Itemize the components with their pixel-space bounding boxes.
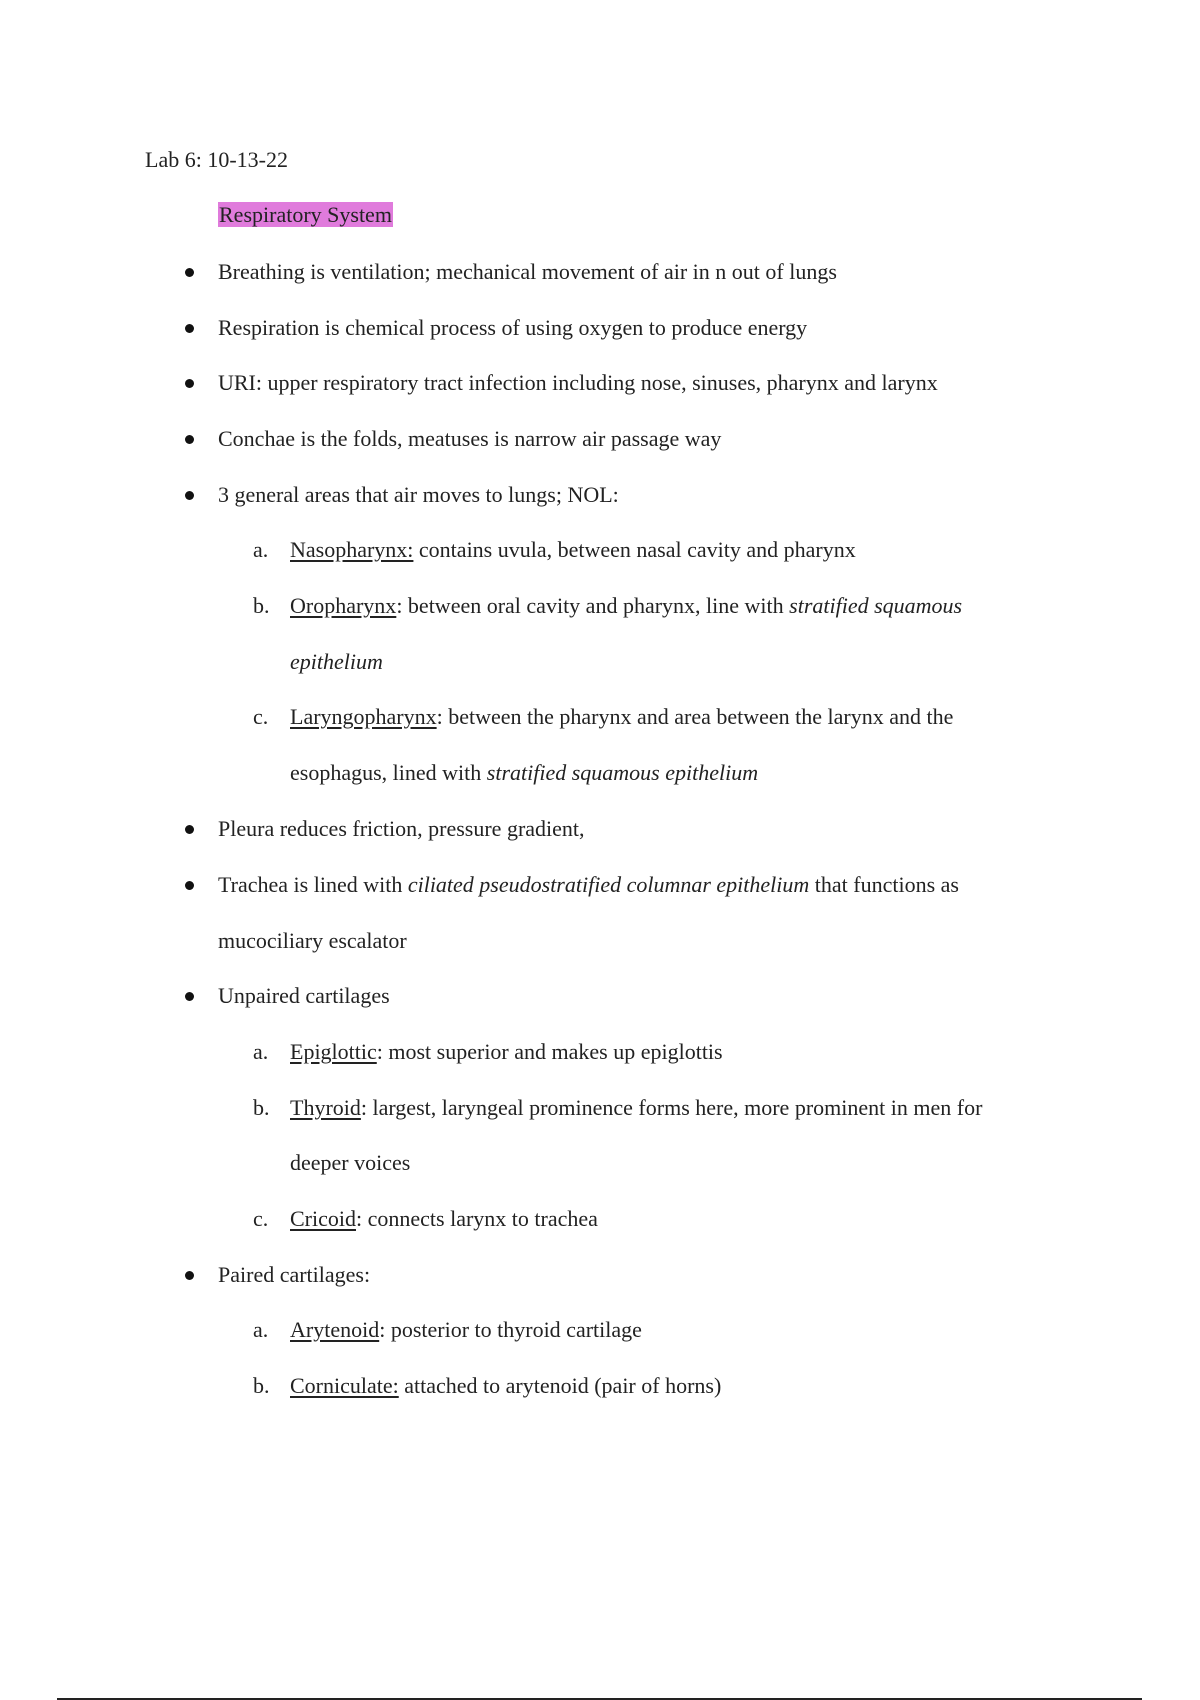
italic-text: stratified squamous bbox=[789, 593, 963, 618]
sub-text: : between oral cavity and pharynx, line with bbox=[396, 593, 790, 618]
sub-marker: c. bbox=[253, 704, 269, 729]
bullet-item: 3 general areas that air moves to lungs; NOL: bbox=[218, 482, 619, 507]
date-line: Lab 6: 10-13-22 bbox=[145, 147, 288, 172]
bullet-dot bbox=[185, 379, 194, 388]
item-text: that functions as bbox=[809, 872, 959, 897]
bullet-item: Unpaired cartilages bbox=[218, 983, 390, 1008]
sub-item bbox=[290, 1316, 642, 1344]
sub-marker: a. bbox=[253, 1039, 269, 1064]
bullet-dot bbox=[185, 881, 194, 890]
sub-text: : between the pharynx and area between the larynx and the bbox=[436, 704, 954, 729]
bullet-dot bbox=[185, 825, 194, 834]
term: Nasopharynx: bbox=[290, 537, 414, 562]
term: Laryngopharynx bbox=[290, 704, 437, 729]
item-text: Trachea is lined with bbox=[218, 872, 408, 897]
sub-text: contains uvula, between nasal cavity and pharynx bbox=[413, 537, 856, 562]
sub-text: : largest, laryngeal prominence forms here, more prominent in men for bbox=[360, 1095, 983, 1120]
sub-item bbox=[290, 1372, 721, 1400]
sub-item-continuation: epithelium bbox=[290, 649, 383, 674]
italic-text: stratified squamous epithelium bbox=[486, 760, 759, 785]
term: Arytenoid bbox=[290, 1317, 380, 1342]
term: Corniculate: bbox=[290, 1373, 399, 1398]
bullet-item: URI: upper respiratory tract infection including nose, sinuses, pharynx and larynx bbox=[218, 370, 938, 395]
sub-marker: c. bbox=[253, 1206, 269, 1231]
sub-item bbox=[290, 1038, 723, 1066]
term: Oropharynx bbox=[290, 593, 397, 618]
bullet-item: Breathing is ventilation; mechanical movement of air in n out of lungs bbox=[218, 259, 837, 284]
term: Thyroid bbox=[290, 1095, 361, 1120]
title-highlight: Respiratory System bbox=[219, 202, 392, 227]
sub-marker: b. bbox=[253, 1095, 270, 1120]
sub-item bbox=[290, 1094, 982, 1122]
sub-marker: b. bbox=[253, 1373, 270, 1398]
bullet-dot bbox=[185, 992, 194, 1001]
bullet-item: Paired cartilages: bbox=[218, 1262, 371, 1287]
sub-text: : most superior and makes up epiglottis bbox=[376, 1039, 723, 1064]
section-title bbox=[218, 201, 393, 229]
bullet-dot bbox=[185, 324, 194, 333]
sub-item bbox=[290, 592, 962, 620]
sub-marker: a. bbox=[253, 1317, 269, 1342]
sub-item-continuation: deeper voices bbox=[290, 1150, 411, 1175]
bullet-item: Conchae is the folds, meatuses is narrow air passage way bbox=[218, 426, 722, 451]
bullet-item bbox=[218, 871, 959, 899]
italic-text: ciliated pseudostratified columnar epithelium bbox=[407, 872, 810, 897]
bullet-dot bbox=[185, 1271, 194, 1280]
bullet-item: Respiration is chemical process of using oxygen to produce energy bbox=[218, 315, 808, 340]
bullet-dot bbox=[185, 435, 194, 444]
sub-text: : posterior to thyroid cartilage bbox=[379, 1317, 642, 1342]
sub-item bbox=[290, 703, 953, 731]
sub-item bbox=[290, 1205, 598, 1233]
sub-text: esophagus, lined with bbox=[290, 760, 487, 785]
sub-item-continuation bbox=[290, 759, 758, 787]
sub-text: attached to arytenoid (pair of horns) bbox=[398, 1373, 722, 1398]
sub-item bbox=[290, 536, 856, 564]
sub-marker: a. bbox=[253, 537, 269, 562]
bullet-item: Pleura reduces friction, pressure gradient, bbox=[218, 816, 585, 841]
term: Epiglottic bbox=[290, 1039, 377, 1064]
bullet-item-continuation: mucociliary escalator bbox=[218, 928, 407, 953]
sub-text: : connects larynx to trachea bbox=[356, 1206, 598, 1231]
sub-marker: b. bbox=[253, 593, 270, 618]
bullet-dot bbox=[185, 268, 194, 277]
term: Cricoid bbox=[290, 1206, 356, 1231]
bullet-dot bbox=[185, 491, 194, 500]
